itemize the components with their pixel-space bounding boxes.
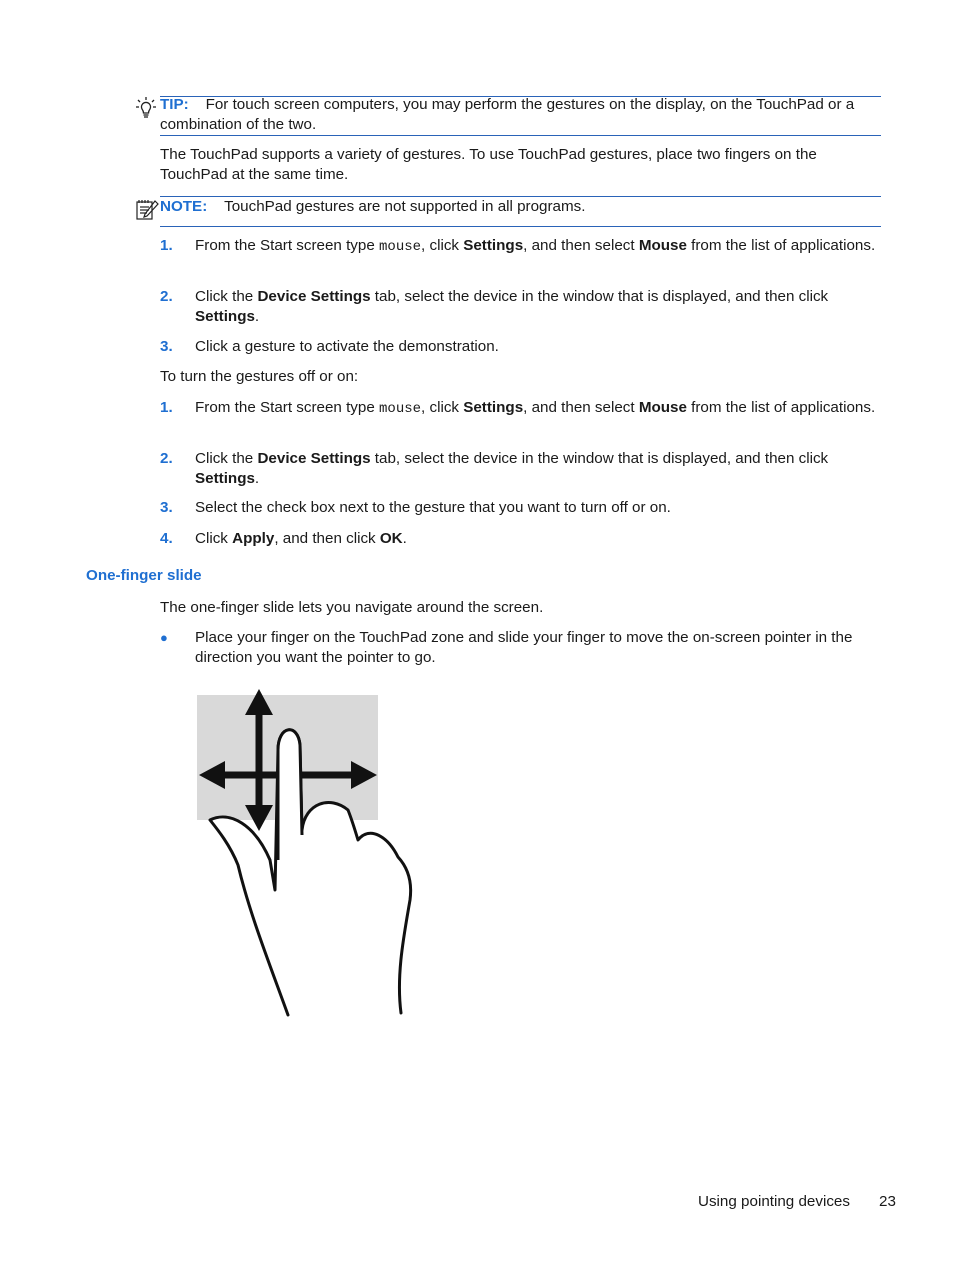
page-number: 23 bbox=[879, 1193, 896, 1210]
step-number: 1. bbox=[160, 237, 173, 254]
step-number: 1. bbox=[160, 399, 173, 416]
step-number: 4. bbox=[160, 530, 173, 547]
bullet-text: Place your finger on the TouchPad zone and slide your finger to move the on-screen pointer in the direction you want the pointer to go. bbox=[195, 629, 853, 666]
note-bottom-rule bbox=[160, 226, 881, 227]
section-description: The one-finger slide lets you navigate around the screen. bbox=[160, 599, 544, 616]
lightbulb-icon bbox=[135, 96, 157, 124]
note-text: TouchPad gestures are not supported in all programs. bbox=[224, 198, 586, 215]
tip-label: TIP: bbox=[160, 96, 189, 113]
step-text: Click the Device Settings tab, select the device in the window that is displayed, and then click Settings. bbox=[195, 450, 829, 487]
intro-paragraph: The TouchPad supports a variety of gestures. To use TouchPad gestures, place two fingers on the TouchPad at the same time. bbox=[160, 146, 817, 183]
one-finger-slide-illustration bbox=[190, 685, 420, 1020]
step-number: 2. bbox=[160, 450, 173, 467]
tip-block bbox=[160, 95, 885, 135]
turn-off-paragraph: To turn the gestures off or on: bbox=[160, 368, 359, 385]
step-text: Click Apply, and then click OK. bbox=[195, 530, 407, 547]
code-text: mouse bbox=[379, 401, 422, 417]
note-label: NOTE: bbox=[160, 198, 208, 215]
code-text: mouse bbox=[379, 239, 422, 255]
note-block bbox=[160, 197, 885, 217]
step-text: From the Start screen type mouse, click Settings, and then select Mouse from the list of applications. bbox=[195, 237, 876, 255]
step-number: 3. bbox=[160, 338, 173, 355]
tip-text: For touch screen computers, you may perform the gestures on the display, on the TouchPad or a combination of the two. bbox=[160, 96, 855, 133]
bullet-icon: ● bbox=[160, 630, 168, 645]
footer-title: Using pointing devices bbox=[698, 1193, 850, 1210]
step-text: Click the Device Settings tab, select the device in the window that is displayed, and then click Settings. bbox=[195, 288, 829, 325]
step-text: Click a gesture to activate the demonstration. bbox=[195, 338, 499, 355]
tip-bottom-rule bbox=[160, 135, 881, 136]
section-heading: One-finger slide bbox=[86, 567, 202, 584]
step-number: 2. bbox=[160, 288, 173, 305]
step-text: Select the check box next to the gesture that you want to turn off or on. bbox=[195, 499, 671, 516]
step-text: From the Start screen type mouse, click Settings, and then select Mouse from the list of applications. bbox=[195, 399, 876, 417]
step-number: 3. bbox=[160, 499, 173, 516]
note-icon bbox=[135, 198, 159, 222]
